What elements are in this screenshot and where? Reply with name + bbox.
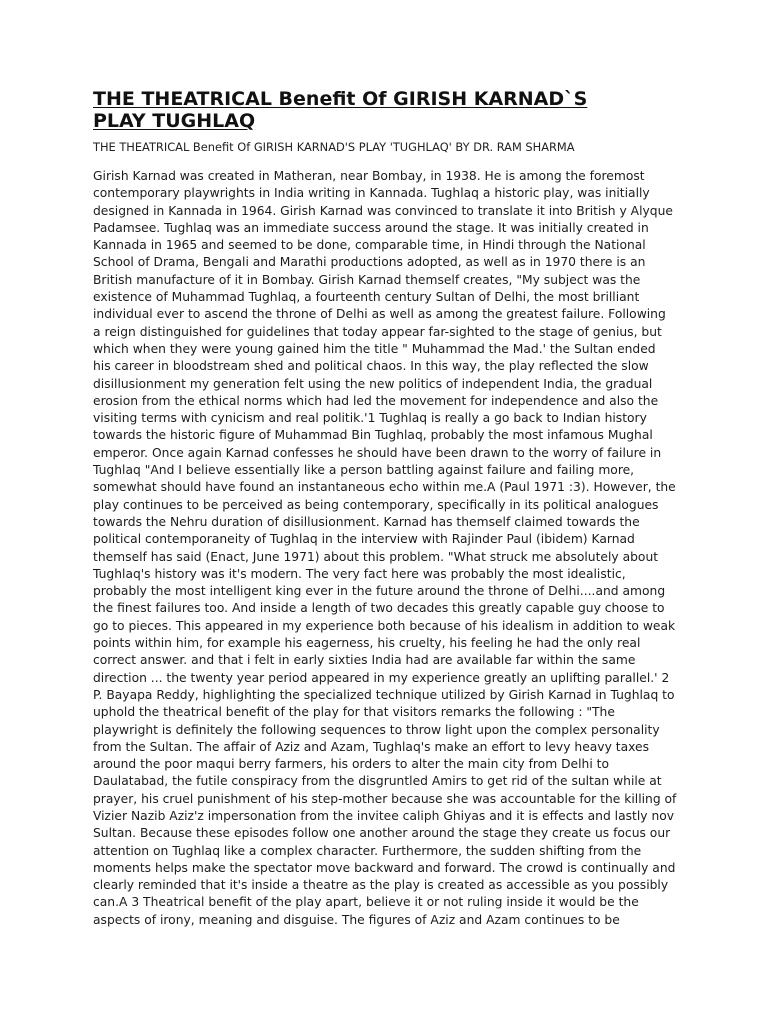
title-line: PLAY TUGHLAQ	[93, 110, 256, 132]
body-line: designed in Kannada in 1964. Girish Karnad was convinced to translate it into British y Alyque	[93, 203, 673, 218]
body-line: Padamsee. Tughlaq was an immediate success around the stage. It was initially created in	[93, 220, 649, 235]
body-line: a reign distinguished for guidelines that today appear far-sighted to the stage of genius, but	[93, 324, 662, 339]
document-title	[93, 88, 693, 132]
body-line: British manufacture of it in Bombay. Girish Karnad themself creates, "My subject was the	[93, 272, 641, 287]
document-body	[93, 168, 693, 929]
body-line: Tughlaq "And I believe essentially like a person battling against failure and failing more,	[93, 463, 635, 478]
body-line: visiting terms with cynicism and real politik.'1 Tughlaq is really a go back to Indian history	[93, 411, 647, 426]
body-line: disillusionment my generation felt using the new politics of independent India, the gradual	[93, 376, 653, 391]
body-line: Daulatabad, the futile conspiracy from the disgruntled Amirs to get rid of the sultan while at	[93, 774, 662, 789]
body-line: School of Drama, Bengali and Marathi productions adopted, as well as in 1970 there is an	[93, 255, 646, 270]
body-line: uphold the theatrical benefit of the play for that visitors remarks the following : "The	[93, 705, 615, 720]
body-line: direction ... the twenty year period appeared in my experience greatly an uplifting parallel.' 2	[93, 670, 670, 685]
body-line: political contemporaneity of Tughlaq in the interview with Rajinder Paul (ibidem) Karnad	[93, 532, 635, 547]
body-line: individual ever to ascend the throne of Delhi as well as among the greatest failure. Following	[93, 307, 666, 322]
document-subtitle: THE THEATRICAL Benefit Of GIRISH KARNAD'S PLAY 'TUGHLAQ' BY DR. RAM SHARMA	[93, 140, 575, 154]
body-line: moments helps make the spectator move backward and forward. The crowd is continually and	[93, 860, 676, 875]
body-line: emperor. Once again Karnad confesses he should have been drawn to the worry of failure in	[93, 445, 662, 460]
body-line: go to pieces. This appeared in my experience both because of his idealism in addition to weak	[93, 618, 676, 633]
body-line: correct answer. and that i felt in early sixties India had are available far within the same	[93, 653, 636, 668]
body-line: towards the historic figure of Muhammad Bin Tughlaq, probably the most infamous Mughal	[93, 428, 653, 443]
body-line: attention on Tughlaq like a complex character. Furthermore, the sudden shifting from the	[93, 843, 642, 858]
body-line: Kannada in 1965 and seemed to be done, comparable time, in Hindi through the National	[93, 238, 646, 253]
body-line: from the Sultan. The affair of Aziz and Azam, Tughlaq's make an effort to levy heavy taxes	[93, 739, 649, 754]
body-line: P. Bayapa Reddy, highlighting the specialized technique utilized by Girish Karnad in Tughlaq to	[93, 687, 675, 702]
body-line: Girish Karnad was created in Matheran, near Bombay, in 1938. He is among the foremost	[93, 169, 645, 183]
body-line: aspects of irony, meaning and disguise. The figures of Aziz and Azam continues to be	[93, 912, 620, 927]
body-line: prayer, his cruel punishment of his step-mother because she was accountable for the killing of	[93, 791, 677, 806]
title-line: THE THEATRICAL Benefit Of GIRISH KARNAD`S	[93, 88, 588, 110]
body-line: playwright is definitely the following sequences to throw light upon the complex personality	[93, 722, 660, 737]
body-line: Tughlaq's history was it's modern. The very fact here was probably the most idealistic,	[93, 566, 626, 581]
body-line: his career in bloodstream shed and political chaos. In this way, the play reflected the slow	[93, 359, 649, 374]
body-line: Sultan. Because these episodes follow one another around the stage they create us focus our	[93, 826, 671, 841]
body-line: the finest failures too. And inside a length of two decades this greatly capable guy choose to	[93, 601, 665, 616]
body-line: around the poor maqui berry farmers, his orders to alter the main city from Delhi to	[93, 757, 610, 772]
body-line: towards the Nehru duration of disillusionment. Karnad has themself claimed towards the	[93, 514, 640, 529]
body-line: points within him, for example his eagerness, his cruelty, his feeling he had the only real	[93, 636, 641, 651]
body-line: which when they were young gained him the title " Muhammad the Mad.' the Sultan ended	[93, 341, 656, 356]
body-line: clearly reminded that it's inside a theatre as the play is created as accessible as you possibly	[93, 878, 669, 893]
body-line: play continues to be perceived as being contemporary, specifically in its political analogues	[93, 497, 659, 512]
body-line: probably the most intelligent king ever in the future around the throne of Delhi....and among	[93, 584, 666, 599]
body-line: existence of Muhammad Tughlaq, a fourteenth century Sultan of Delhi, the most brilliant	[93, 290, 640, 305]
body-line: erosion from the ethical norms which had led the movement for independence and also the	[93, 393, 659, 408]
body-line: themself has said (Enact, June 1971) about this problem. "What struck me absolutely about	[93, 549, 659, 564]
body-line: contemporary playwrights in India writing in Kannada. Tughlaq a historic play, was initially	[93, 186, 650, 201]
document-page	[93, 88, 693, 929]
body-line: can.A 3 Theatrical benefit of the play apart, believe it or not ruling inside it would be the	[93, 895, 639, 910]
body-line: somewhat should have found an instantaneous echo within me.A (Paul 1971 :3). However, the	[93, 480, 676, 495]
body-line: Vizier Nazib Aziz'z impersonation from the invitee caliph Ghiyas and it is effects and lastly nov	[93, 808, 675, 823]
